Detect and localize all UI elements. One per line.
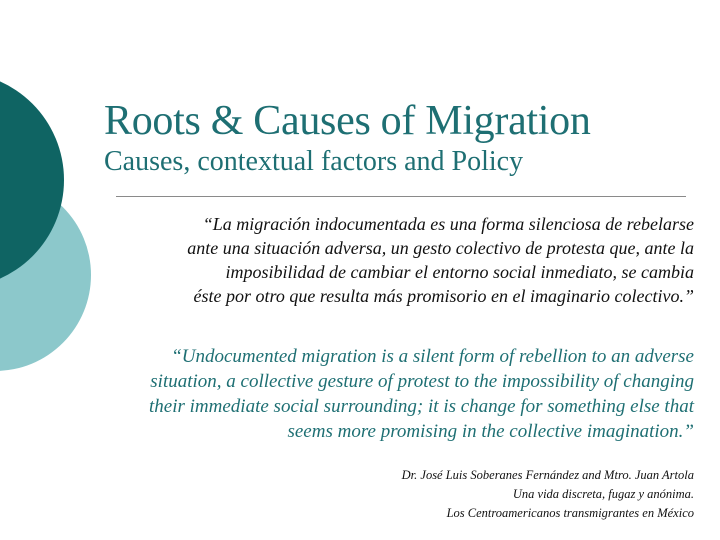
attribution (194, 466, 694, 523)
english-quote-line: situation, a collective gesture of protest to the impossibility of changing (150, 371, 694, 392)
spanish-quote-line: ante una situación adversa, un gesto colectivo de protesta que, ante la (187, 238, 694, 258)
english-quote-line: “Undocumented migration is a silent form of rebellion to an adverse (171, 346, 694, 367)
slide-subtitle: Causes, contextual factors and Policy (104, 146, 524, 177)
attribution-work-title: Una vida discreta, fugaz y anónima. (512, 487, 694, 501)
english-quote-line: seems more promising in the collective imagination.” (287, 421, 694, 442)
english-quote-line: their immediate social surrounding; it is change for something else that (149, 396, 694, 417)
attribution-work-subtitle: Los Centroamericanos transmigrantes en México (446, 506, 694, 520)
slide-title: Roots & Causes of Migration (104, 98, 591, 144)
spanish-quote-line: éste por otro que resulta más promisorio en el imaginario colectivo.” (193, 286, 694, 306)
attribution-authors: Dr. José Luis Soberanes Fernández and Mtro. Juan Artola (401, 468, 694, 482)
spanish-quote-line: “La migración indocumentada es una forma silenciosa de rebelarse (202, 214, 694, 234)
spanish-quote (94, 212, 694, 308)
english-quote (74, 344, 694, 444)
spanish-quote-line: imposibilidad de cambiar el entorno social inmediato, se cambia (225, 262, 694, 282)
title-block (104, 98, 704, 178)
title-divider (116, 196, 686, 197)
